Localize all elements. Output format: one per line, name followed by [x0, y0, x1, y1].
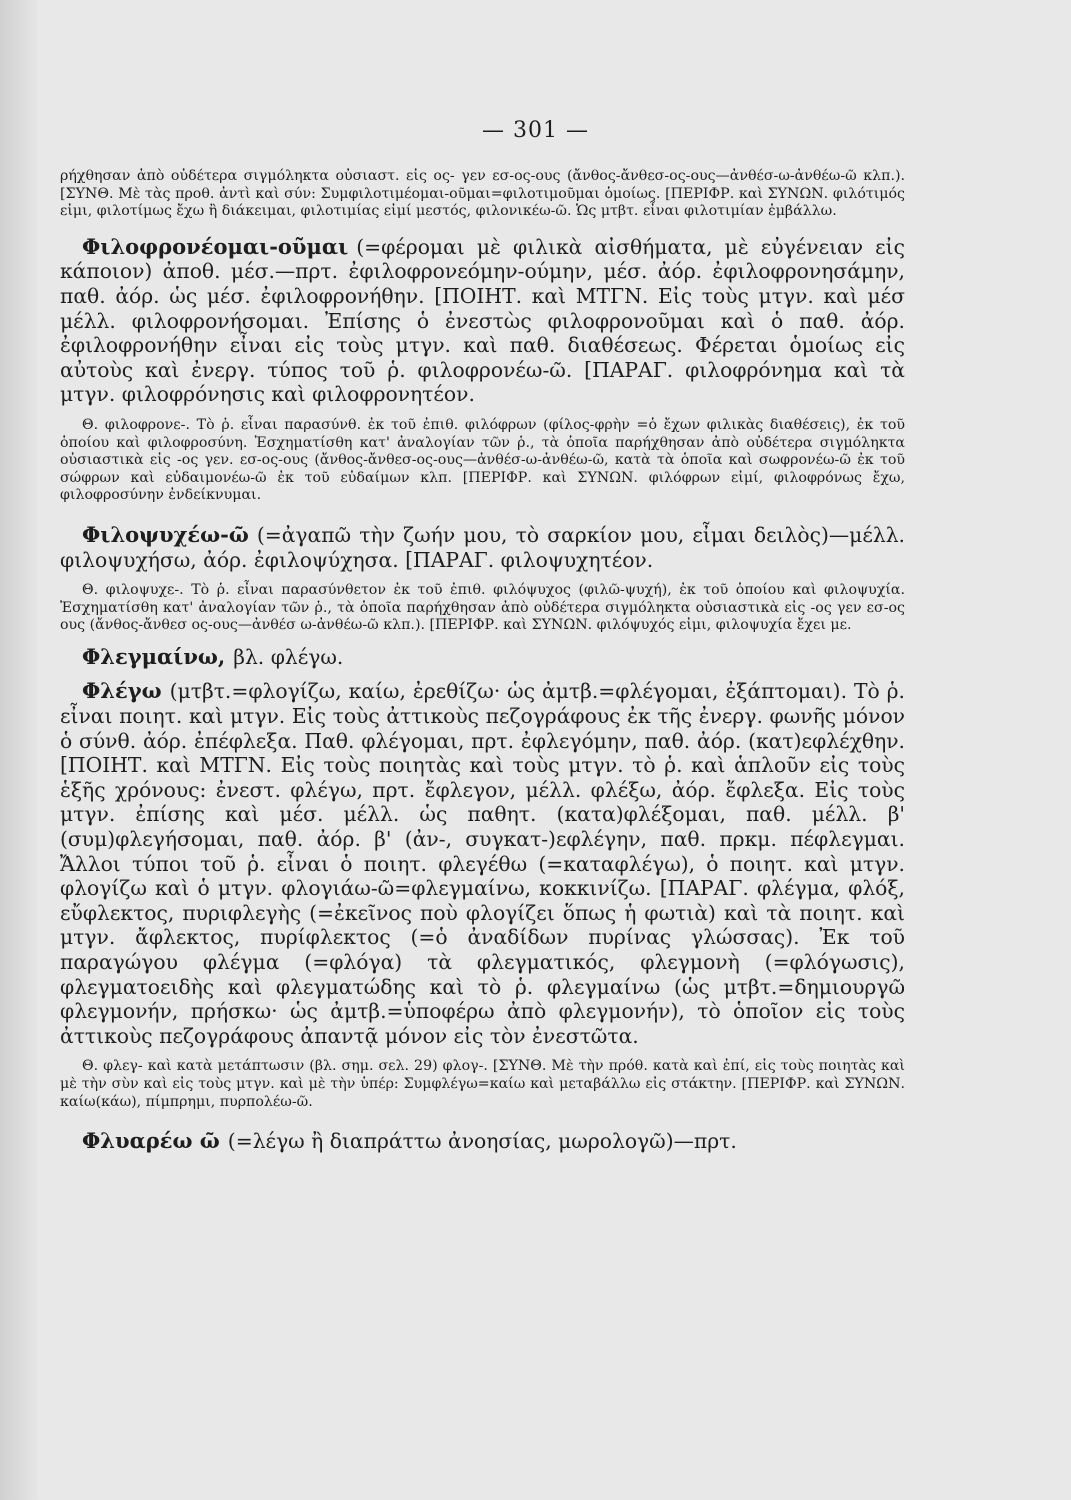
headword: Φλεγμαίνω, — [82, 643, 226, 669]
text-column — [60, 168, 905, 1154]
entry-text: βλ. φλέγω. — [233, 644, 344, 669]
continued-etymology-note — [60, 168, 905, 221]
entry-filofroneomai — [60, 235, 905, 407]
headword: Φιλοφρονέομαι-οῦμαι — [82, 233, 349, 259]
note-text: Θ. φιλοφρονε-. Τὸ ῥ. εἶναι παρασύνθ. ἐκ τοῦ ἐπιθ. φιλόφρων (φίλος-φρὴν =ὁ ἔχων φιλικὰς διαθέσεις), ἐκ τοῦ ὁποίου καὶ φιλοφροσύνη. Ἐσχηματίσθη κατ' ἀναλογίαν τῶν ῥ., τὰ ὁποῖα παρήχθησαν ἀπὸ οὐδέτερα σιγμόληκτα οὐσιαστικὰ εἰς -ος γεν. εσ-ος-ους (ἄνθος-ἄνθεσ-ος-ους—ἀνθέσ-ω-ἀνθέω-ῶ, κατὰ τὰ ὁποῖα καὶ σωφρονέω-ῶ ἐκ τοῦ σώφρων καὶ εὐδαιμονέω-ῶ ἐκ τοῦ εὐδαίμων κλπ. [ΠΕΡΙΦΡ. καὶ ΣΥΝΩΝ. φιλόφρων εἰμί, φιλοφρόνως ἔχω, φιλοφροσύνην ἐνδείκνυμαι. — [60, 416, 905, 504]
entry-filopsycheo — [60, 523, 905, 572]
entry-fluareo — [60, 1129, 905, 1154]
entry-text: (μτβτ.=φλογίζω, καίω, ἐρεθίζω· ὡς ἀμτβ.=φλέγομαι, ἐξάπτομαι). Τὸ ῥ. εἶναι ποιητ. καὶ μτγν. Εἰς τοὺς ἀττικοὺς πεζογράφους ἐκ τῆς ἐνεργ. φωνῆς μόνον ὁ σύνθ. ἀόρ. ἐπέφλεξα. Παθ. φλέγομαι, πρτ. ἐφλεγόμην, παθ. ἀόρ. (κατ)εφλέχθην. [ΠΟΙΗΤ. καὶ ΜΤΓΝ. Εἰς τοὺς ποιητὰς καὶ τοὺς μτγν. τὸ ῥ. καὶ ἁπλοῦν εἰς τοὺς ἑξῆς χρόνους: ἐνεστ. φλέγω, πρτ. ἔφλεγον, μέλλ. φλέξω, ἀόρ. ἔφλεξα. Εἰς τοὺς μτγν. ἐπίσης καὶ μέσ. μέλλ. ὡς παθητ. (κατα)φλέξομαι, παθ. μέλλ. β' (συμ)φλεγήσομαι, παθ. ἀόρ. β' (ἀν-, συγκατ-)εφλέγην, παθ. πρκμ. πέφλεγμαι. Ἄλλοι τύποι τοῦ ῥ. εἶναι ὁ ποιητ. φλεγέθω (=καταφλέγω), ὁ ποιητ. καὶ μτγν. φλογίζω καὶ ὁ μτγν. φλογιάω-ῶ=φλεγμαίνω, κοκκινίζω. [ΠΑΡΑΓ. φλέγμα, φλόξ, εὔφλεκτος, πυριφλεγὴς (=ἐκεῖνος ποὺ φλογίζει ὅπως ἡ φωτιὰ) καὶ τὰ ποιητ. καὶ μτγν. ἄφλεκτος, πυρίφλεκτος (=ὁ ἀναδίδων πυρίνας γλώσσας). Ἐκ τοῦ παραγώγου φλέγμα (=φλόγα) τὰ φλεγματικός, φλεγμονὴ (=φλόγωσις), φλεγματοειδὴς καὶ φλεγματώδης καὶ τὸ ῥ. φλεγμαίνω (ὡς μτβτ.=δημιουργῶ φλεγμονήν, πρήσκω· ὡς ἀμτβ.=ὑποφέρω ἀπὸ φλεγμονήν), τὸ ὁποῖον εἰς τοὺς ἀττικοὺς πεζογράφους ἀπαντᾷ μόνον εἰς τὸν ἐνεστῶτα. — [60, 679, 905, 1048]
entry-text: (=λέγω ἢ διαπράττω ἀνοησίας, μωρολογῶ)—πρτ. — [227, 1129, 737, 1154]
etymology-note-filopsycheo — [60, 582, 905, 635]
entry-text: (=ἀγαπῶ τὴν ζωήν μου, τὸ σαρκίον μου, εἶμαι δειλὸς)—μέλλ. φιλοψυχήσω, ἀόρ. ἐφιλοψύχησα. [ΠΑΡΑΓ. φιλοψυχητέον. — [60, 522, 905, 572]
entry-text: (=φέρομαι μὲ φιλικὰ αἰσθήματα, μὲ εὐγένειαν εἰς κάποιον) ἀποθ. μέσ.—πρτ. ἐφιλοφρονεόμην-ούμην, μέσ. ἀόρ. ἐφιλοφρονησάμην, παθ. ἀόρ. ὡς μέσ. ἐφιλοφρονήθην. [ΠΟΙΗΤ. καὶ ΜΤΓΝ. Εἰς τοὺς μτγν. καὶ μέσ μέλλ. φιλοφρονήσομαι. Ἐπίσης ὁ ἐνεστὼς φιλοφρονοῦμαι καὶ ὁ παθ. ἀόρ. ἐφιλοφρονήθην εἶναι εἰς τοὺς μτγν. καὶ παθ. διαθέσεως. Φέρεται ὁμοίως εἰς αὐτοὺς καὶ ἐνεργ. τύπος τοῦ ῥ. φιλοφρονέω-ῶ. [ΠΑΡΑΓ. φιλοφρόνημα καὶ τὰ μτγν. φιλοφρόνησις καὶ φιλοφρονητέον. — [60, 234, 905, 407]
note-text: Θ. φιλοψυχε-. Τὸ ῥ. εἶναι παρασύνθετον ἐκ τοῦ ἐπιθ. φιλόψυχος (φιλῶ-ψυχή), ἐκ τοῦ ὁποίου καὶ φιλοψυχία. Ἐσχηματίσθη κατ' ἀναλογίαν τῶν ῥ., τὰ ὁποῖα παρήχθησαν ἀπὸ οὐδέτερα σιγμόληκτα οὐσιαστικὰ εἰς -ος γεν εσ-ος ους (ἄνθος-ἄνθεσ ος-ους—ἀνθέσ ω-ἀνθέω-ῶ κλπ.). [ΠΕΡΙΦΡ. καὶ ΣΥΝΩΝ. φιλόψυχός εἰμι, φιλοψυχία ἔχει με. — [60, 582, 905, 634]
entry-flegmaino — [60, 645, 905, 670]
headword: Φλυαρέω ῶ — [82, 1128, 220, 1154]
headword: Φλέγω — [82, 678, 162, 704]
note-text: ρήχθησαν ἀπὸ οὐδέτερα σιγμόληκτα οὐσιαστ. εἰς ος- γεν εσ-ος-ους (ἄνθος-ἄνθεσ-ος-ους—ἀνθέσ-ω-ἀνθέω-ῶ κλπ.). [ΣΥΝΘ. Μὲ τὰς προθ. ἀντὶ καὶ σύν: Συμφιλοτιμέομαι-οῦμαι=φιλοτιμοῦμαι ὁμοίως. [ΠΕΡΙΦΡ. καὶ ΣΥΝΩΝ. φιλότιμός εἰμι, φιλοτίμως ἔχω ἢ διάκειμαι, φιλοτιμίας εἰμί μεστός, φιλονικέω-ῶ. Ὡς μτβτ. εἶναι φιλοτιμίαν ἐμβάλλω. — [60, 168, 905, 220]
page-spine-shadow — [0, 0, 38, 1500]
headword: Φιλοψυχέω-ῶ — [82, 521, 249, 547]
etymology-note-filofroneomai — [60, 417, 905, 505]
page-number: — 301 — — [482, 118, 589, 143]
etymology-note-flego — [60, 1058, 905, 1111]
note-text: Θ. φλεγ- καὶ κατὰ μετάπτωσιν (βλ. σημ. σελ. 29) φλογ-. [ΣΥΝΘ. Μὲ τὴν πρόθ. κατὰ καὶ ἐπί, εἰς τοὺς ποιητὰς καὶ μὲ τὴν σὺν καὶ εἰς τοὺς μτγν. καὶ μὲ τὴν ὑπέρ: Συμφλέγω=καίω καὶ μεταβάλλω εἰς στάκτην. [ΠΕΡΙΦΡ. καὶ ΣΥΝΩΝ. καίω(κάω), πίμπρημι, πυρπολέω-ῶ. — [60, 1058, 905, 1110]
entry-flego — [60, 679, 905, 1048]
